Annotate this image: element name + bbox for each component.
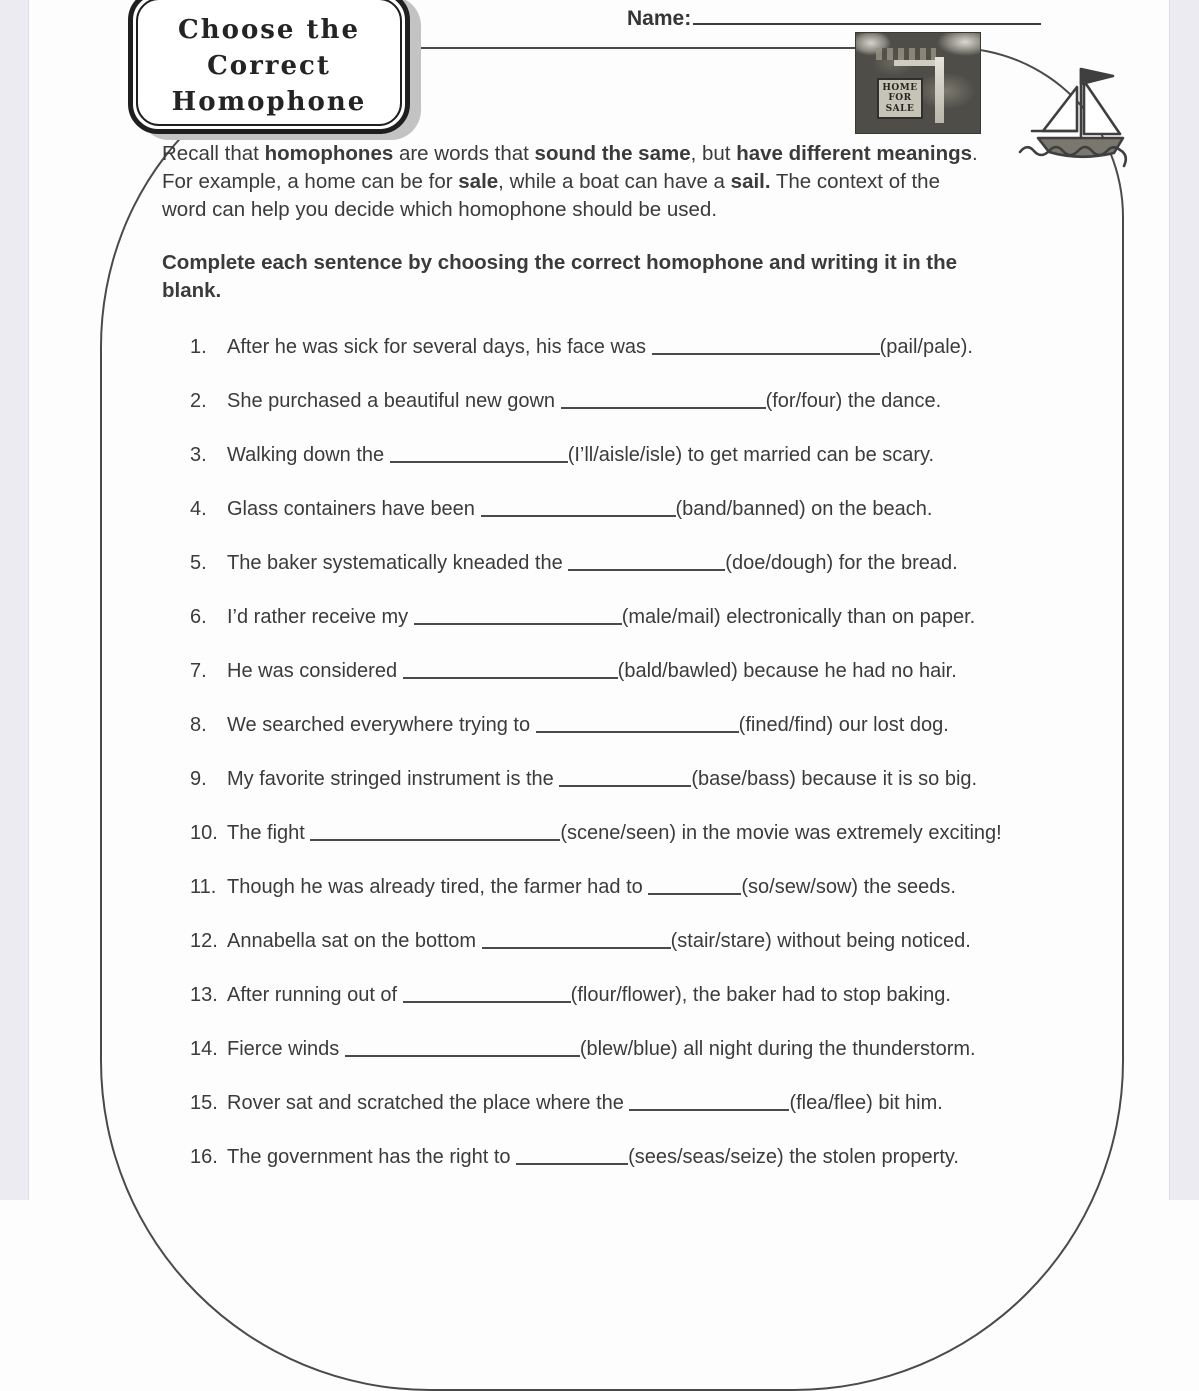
answer-blank[interactable] (536, 715, 739, 733)
item-choices-text: (doe/dough) for the bread. (725, 552, 958, 574)
item-number: 12. (190, 930, 218, 952)
boat-main-sail (1084, 81, 1120, 134)
sign-text-line: SALE (885, 103, 915, 114)
sentence-item (190, 822, 1130, 843)
item-number: 4. (190, 498, 207, 520)
answer-blank[interactable] (403, 661, 618, 679)
item-text (227, 984, 951, 1005)
sentence-item (190, 1092, 1130, 1113)
item-choices-text: (for/four) the dance. (765, 390, 942, 412)
item-pre-text: We searched everywhere trying to (227, 714, 536, 736)
item-choices-text: (pail/pale). (879, 336, 973, 358)
sentence-item (190, 552, 1130, 573)
sentence-item (190, 660, 1130, 681)
worksheet-title-line: Homophone (171, 87, 367, 117)
item-text (227, 660, 957, 681)
intro-bold-segment: homophones (264, 142, 394, 165)
sentence-item (190, 768, 1130, 789)
item-pre-text: I’d rather receive my (227, 606, 414, 628)
sentence-item (190, 714, 1130, 735)
item-choices-text: (base/bass) because it is so big. (691, 768, 978, 790)
sign-post (935, 57, 944, 123)
item-choices-text: (stair/stare) without being noticed. (670, 930, 971, 952)
home-for-sale-sign (877, 78, 923, 119)
sentence-item (190, 444, 1130, 465)
item-pre-text: Though he was already tired, the farmer had to (227, 876, 649, 898)
item-text (227, 1038, 976, 1059)
answer-blank[interactable] (516, 1147, 628, 1165)
item-text (227, 444, 934, 465)
item-text (227, 1092, 943, 1113)
answer-blank[interactable] (481, 499, 676, 517)
answer-blank[interactable] (652, 337, 880, 355)
item-choices-text: (fined/find) our lost dog. (738, 714, 949, 736)
item-pre-text: The baker systematically kneaded the (227, 552, 569, 574)
answer-blank[interactable] (629, 1093, 789, 1111)
intro-text (162, 140, 984, 224)
sentence-list (190, 336, 1130, 1200)
sign-text-line: FOR (888, 93, 912, 104)
item-number: 3. (190, 444, 207, 466)
title-box-inner (136, 0, 402, 126)
sentence-item (190, 876, 1130, 897)
answer-blank[interactable] (310, 823, 560, 841)
item-text (227, 552, 958, 573)
answer-blank[interactable] (414, 607, 622, 625)
item-number: 10. (190, 822, 218, 844)
answer-blank[interactable] (403, 985, 571, 1003)
item-text (227, 336, 973, 357)
item-pre-text: Walking down the (227, 444, 390, 466)
item-pre-text: Fierce winds (227, 1038, 345, 1060)
answer-blank[interactable] (648, 877, 741, 895)
item-text (227, 498, 932, 519)
item-text (227, 930, 971, 951)
item-number: 5. (190, 552, 207, 574)
item-pre-text: The fight (227, 822, 311, 844)
intro-segment: are words that (393, 142, 535, 165)
intro-bold-segment: sound the same (534, 142, 691, 165)
item-choices-text: (band/banned) on the beach. (675, 498, 933, 520)
answer-blank[interactable] (559, 769, 691, 787)
item-choices-text: (flour/flower), the baker had to stop baking. (570, 984, 951, 1006)
item-number: 14. (190, 1038, 218, 1060)
sentence-item (190, 498, 1130, 519)
intro-segment: Recall that (162, 142, 265, 165)
item-text (227, 390, 941, 411)
item-text (227, 822, 1002, 843)
item-number: 9. (190, 768, 207, 790)
water-curl (1120, 150, 1126, 166)
item-pre-text: He was considered (227, 660, 403, 682)
intro-bold-segment: have different meanings (736, 142, 973, 165)
answer-blank[interactable] (482, 931, 671, 949)
sentence-item (190, 1038, 1130, 1059)
right-margin-strip (1169, 0, 1199, 1200)
item-choices-text: (I’ll/aisle/isle) to get married can be scary. (567, 444, 935, 466)
item-number: 1. (190, 336, 207, 358)
title-box (128, 0, 410, 134)
name-input-line[interactable] (693, 3, 1041, 25)
item-choices-text: (blew/blue) all night during the thunderstorm. (579, 1038, 976, 1060)
item-text (227, 768, 977, 789)
item-number: 8. (190, 714, 207, 736)
item-number: 15. (190, 1092, 218, 1114)
item-pre-text: Rover sat and scratched the place where the (227, 1092, 630, 1114)
item-choices-text: (flea/flee) bit him. (789, 1092, 943, 1114)
sentence-item (190, 984, 1130, 1005)
answer-blank[interactable] (345, 1039, 580, 1057)
sentence-item (190, 390, 1130, 411)
item-text (227, 1146, 959, 1167)
photo-trees-texture (876, 48, 936, 60)
intro-segment: The context of the word can help you decide which homophone should be used. (162, 170, 940, 221)
left-margin-strip (0, 0, 29, 1200)
instructions-text: Complete each sentence by choosing the correct homophone and writing it in the blank. (162, 251, 958, 302)
item-pre-text: The government has the right to (227, 1146, 517, 1168)
item-choices-text: (so/sew/sow) the seeds. (741, 876, 956, 898)
sentence-item (190, 1146, 1130, 1167)
item-choices-text: (sees/seas/seize) the stolen property. (628, 1146, 959, 1168)
item-number: 16. (190, 1146, 218, 1168)
item-text (227, 714, 949, 735)
item-pre-text: After running out of (227, 984, 403, 1006)
name-label: Name: (627, 7, 692, 30)
item-text (227, 606, 975, 627)
name-field (627, 3, 1041, 31)
item-number: 11. (190, 876, 217, 898)
answer-blank[interactable] (568, 553, 725, 571)
item-number: 7. (190, 660, 207, 682)
sailboat-illustration (1018, 56, 1140, 174)
sentence-item (190, 606, 1130, 627)
intro-segment: . For example, a home can be for (162, 142, 978, 193)
item-number: 2. (190, 390, 207, 412)
item-pre-text: Glass containers have been (227, 498, 481, 520)
item-pre-text: After he was sick for several days, his face was (227, 336, 652, 358)
sentence-item (190, 930, 1130, 951)
item-pre-text: My favorite stringed instrument is the (227, 768, 560, 790)
home-for-sale-photo (856, 33, 980, 133)
item-choices-text: (male/mail) electronically than on paper. (621, 606, 976, 628)
intro-segment: , while a boat can have a (498, 170, 731, 193)
worksheet-title-line: Correct (207, 51, 331, 81)
intro-segment: , but (690, 142, 737, 165)
boat-jib-sail (1043, 87, 1077, 131)
worksheet-title-line: Choose the (178, 15, 360, 45)
item-choices-text: (scene/seen) in the movie was extremely exciting! (560, 822, 1002, 844)
answer-blank[interactable] (561, 391, 766, 409)
item-text (227, 876, 956, 897)
item-choices-text: (bald/bawled) because he had no hair. (617, 660, 957, 682)
sentence-item (190, 336, 1130, 357)
answer-blank[interactable] (390, 445, 568, 463)
intro-bold-segment: sale (458, 170, 499, 193)
item-pre-text: She purchased a beautiful new gown (227, 390, 561, 412)
sign-text-line: HOME (882, 82, 918, 93)
intro-bold-segment: sail. (730, 170, 771, 193)
item-number: 13. (190, 984, 218, 1006)
item-number: 6. (190, 606, 207, 628)
item-pre-text: Annabella sat on the bottom (227, 930, 482, 952)
